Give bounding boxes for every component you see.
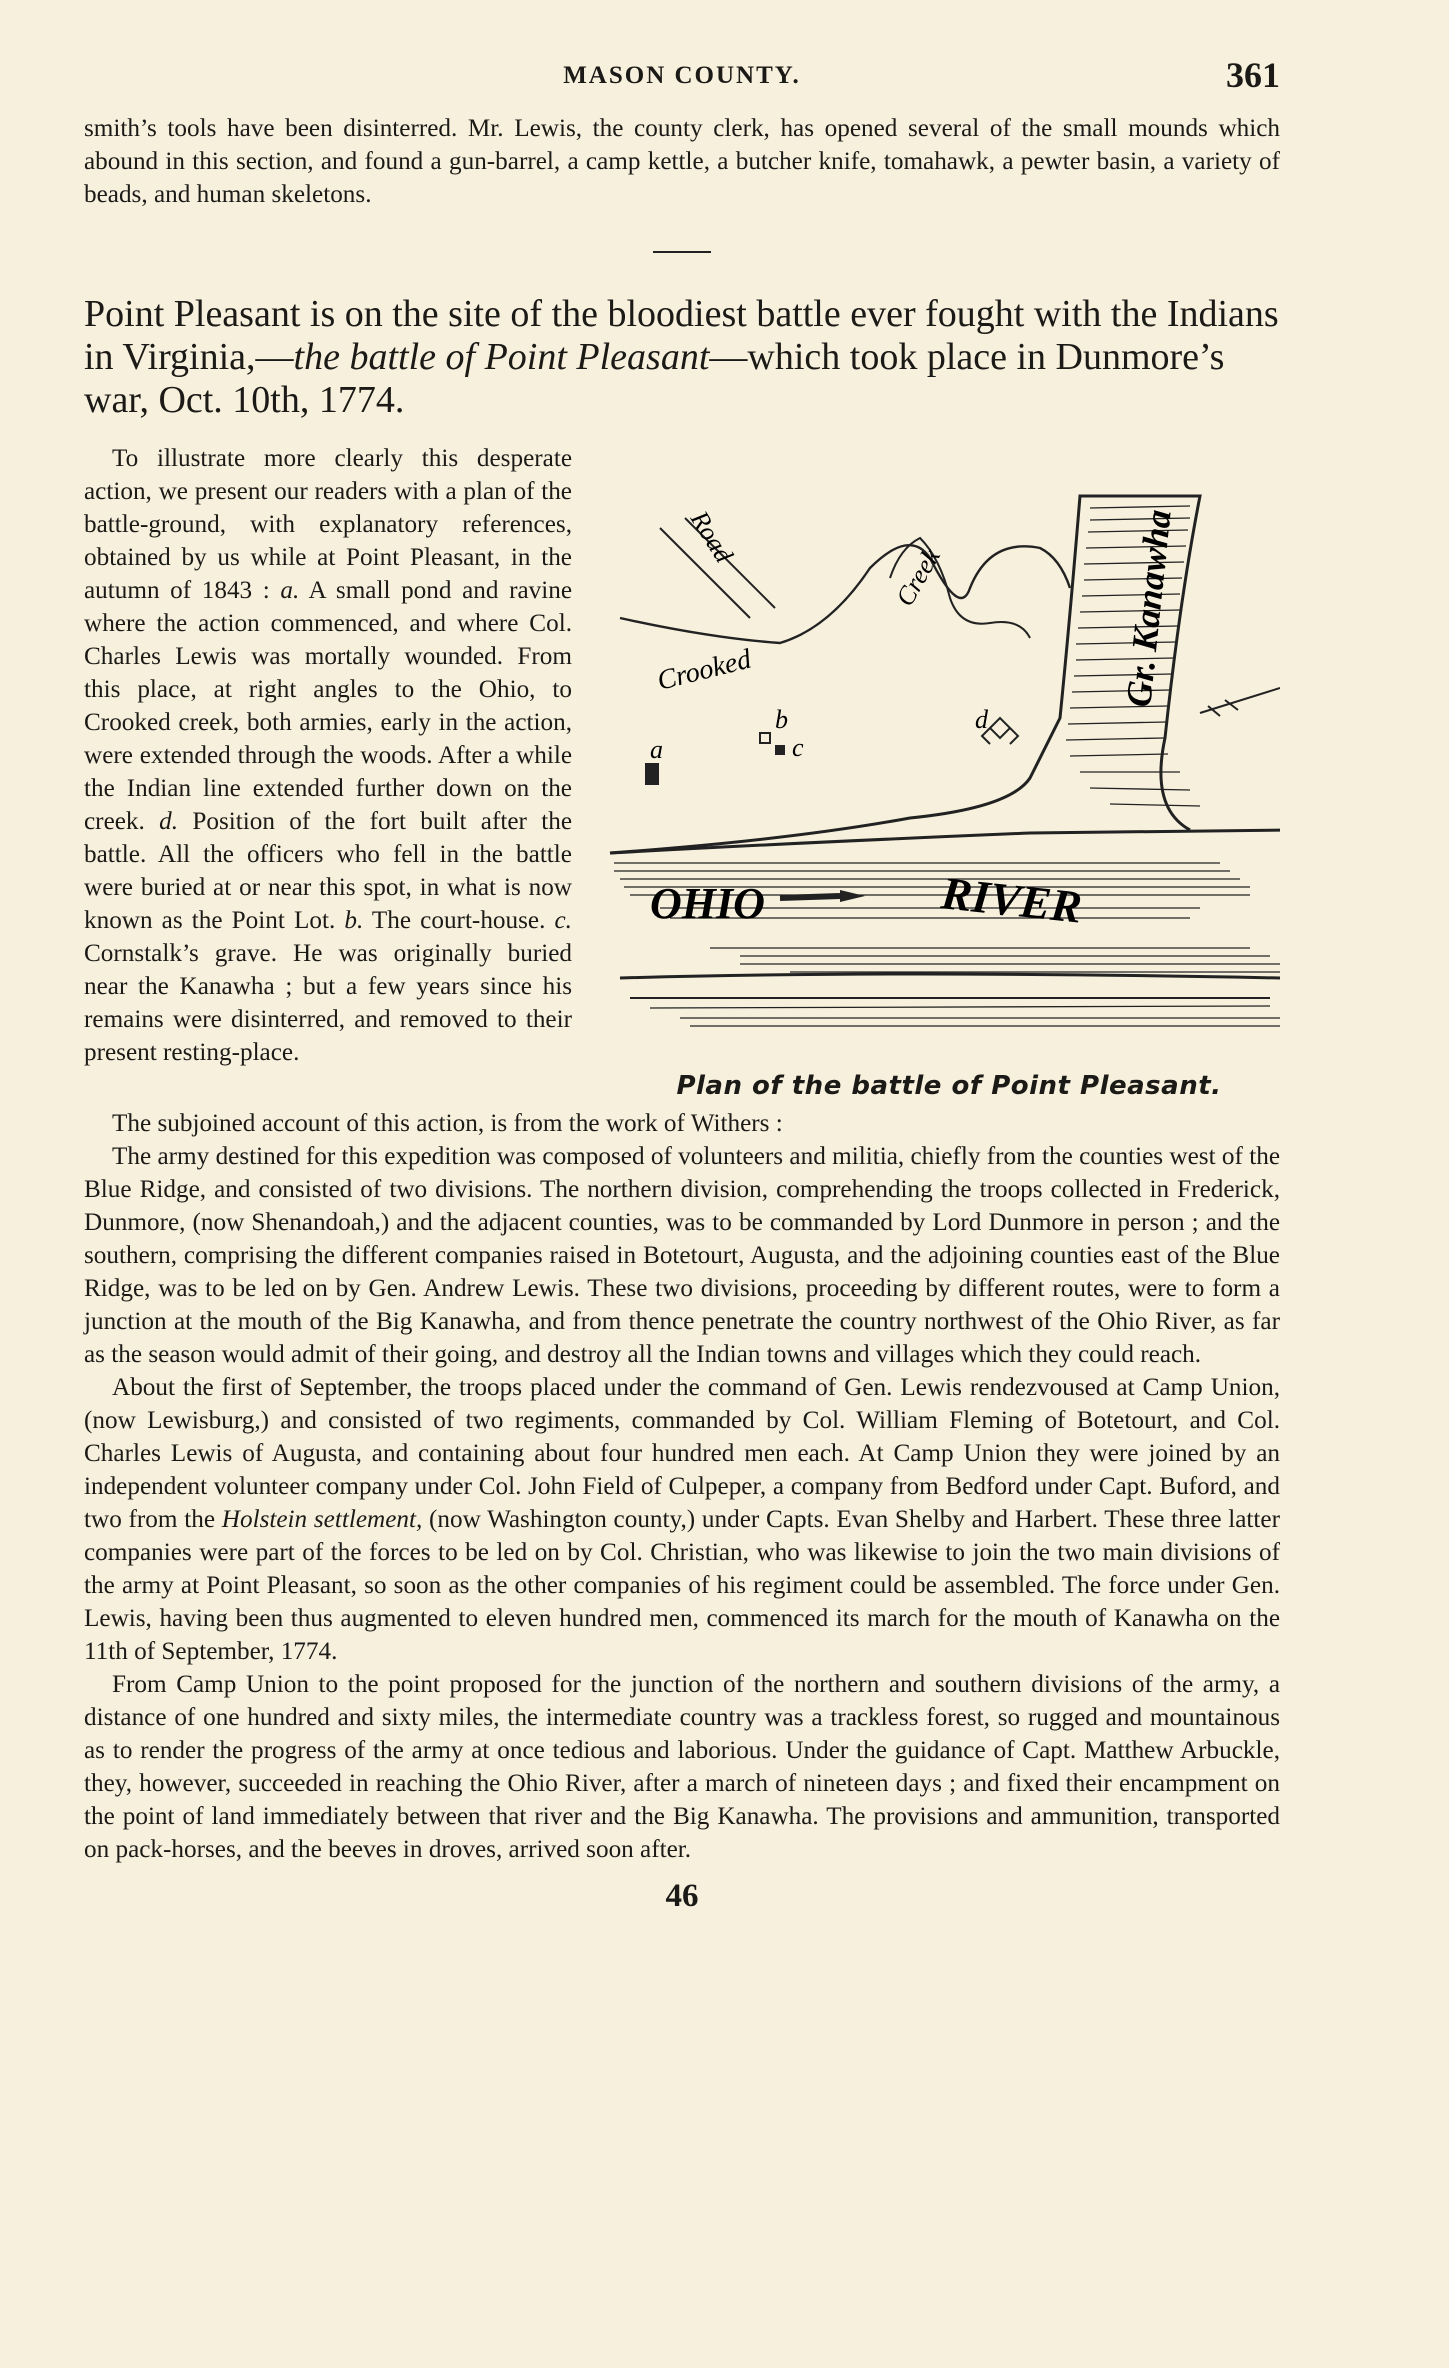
label-a: a	[650, 735, 663, 764]
pond-marker	[645, 763, 659, 785]
label-river: RIVER	[938, 867, 1085, 933]
ref-d: d.	[159, 808, 179, 835]
courthouse-marker	[760, 733, 770, 743]
lead-text-2: —which took place in Dunmore’s war, Oct. 10th, 1774.	[84, 336, 1225, 421]
section-divider	[653, 251, 711, 253]
lead-italic: the battle of Point Pleasant	[293, 336, 710, 378]
label-c: c	[792, 733, 804, 762]
illustrate-paragraph	[84, 442, 1280, 1101]
label-ohio: OHIO	[650, 879, 765, 928]
camp-union-text-2: (now Washington county,) under Capts. Evan Shelby and Harbert. These three latter companies were part of the forces to be led on by Col. Christian, who was likewise to join the two main divisions of the army at Point Pleasant, so soon as the other companies of his regiment could be assembled. The force under Gen. Lewis, having been thus augmented to eleven hundred men, commenced its march for the mouth of Kanawha on the 11th of September, 1774.	[84, 1506, 1280, 1665]
body-paragraph-2: The army destined for this expedition was composed of volunteers and militia, chiefly from the counties west of the Blue Ridge, and consisted of two divisions. The northern division, comprehending the troops collected in Frederick, Dunmore, (now Shenandoah,) and the adjacent counties, was to be commanded by Lord Dunmore in person ; and the southern, comprising the different companies raised in Botetourt, Augusta, and the adjoining counties east of the Blue Ridge, was to be led on by Gen. Andrew Lewis. These two divisions, proceeding by different routes, were to form a junction at the mouth of the Big Kanawha, and from thence penetrate the country northwest of the Ohio River, as far as the season would admit of their going, and destroy all the Indian towns and villages which they could reach.	[84, 1143, 1280, 1368]
ohio-river-hatching	[610, 830, 1280, 1026]
grave-marker	[775, 745, 785, 755]
north-arrow	[1200, 688, 1280, 716]
label-creek: Creek	[890, 543, 946, 611]
current-arrow-shaft	[780, 896, 840, 898]
crooked-creek	[620, 545, 1070, 643]
illustrate-text-5: Cornstalk’s grave. He was originally buried near the Kanawha ; but a few years since his remains were disinterred, and removed to their present resting-place.	[84, 940, 572, 1066]
illustrate-text-3: Position of the fort built after the battle. All the officers who fell in the battle were buried at or near this spot, in what is now known as the Point Lot.	[84, 808, 572, 934]
battle-plan-figure	[590, 478, 1280, 1103]
label-b: b	[775, 705, 788, 734]
page-header	[84, 52, 1280, 112]
camp-union-italic: Holstein settlement,	[221, 1506, 423, 1533]
page	[84, 52, 1280, 1915]
label-kanawha: Gr. Kanawha	[1118, 507, 1179, 709]
label-d: d	[975, 705, 988, 734]
battle-plan-map	[590, 478, 1280, 1066]
label-crooked: Crooked	[654, 643, 755, 697]
camp-union-paragraph	[84, 1371, 1280, 1668]
illustrate-text-4: The court-house.	[363, 907, 555, 934]
camp-union-text-1: About the first of September, the troops placed under the command of Gen. Lewis rendezvoused at Camp Union, (now Lewisburg,) and consisted of two regiments, commanded by Col. William Fleming of Botetourt, and Col. Charles Lewis of Augusta, and containing about four hundred men each. At Camp Union they were joined by an independent volunteer company under Col. John Field of Culpeper, a company from Bedford under Capt. Buford, and two from the	[84, 1374, 1280, 1533]
ref-b: b.	[344, 907, 364, 934]
current-arrow-head	[840, 890, 865, 902]
label-road: Road	[684, 505, 739, 568]
lead-paragraph	[84, 293, 1280, 422]
ref-c: c.	[554, 907, 572, 934]
running-head: MASON COUNTY.	[563, 62, 801, 89]
illustrate-text-2: A small pond and ravine where the action commenced, and where Col. Charles Lewis was mortally wounded. From this place, at right angles to the Ohio, to Crooked creek, both armies, early in the action, were extended through the woods. After a while the Indian line extended further down on the creek.	[84, 577, 572, 835]
ref-a: a.	[280, 577, 300, 604]
illustrate-text-1: To illustrate more clearly this desperate action, we present our readers with a plan of the battle-ground, with explanatory references, obtained by us while at Point Pleasant, in the autumn of 1843 :	[84, 445, 572, 604]
figure-caption: Plan of the battle of Point Pleasant.	[676, 1071, 1222, 1101]
final-paragraph: From Camp Union to the point proposed for the junction of the northern and southern divisions of the army, a distance of one hundred and sixty miles, the intermediate country was a trackless forest, so rugged and mountainous as to render the progress of the army at once tedious and laborious. Under the guidance of Capt. Matthew Arbuckle, they, however, succeeded in reaching the Ohio River, after a march of nineteen days ; and fixed their encampment on the point of land immediately between that river and the Big Kanawha. The provisions and ammunition, transported on pack-horses, and the beeves in droves, arrived soon after.	[84, 1671, 1280, 1863]
lead-text-1: Point Pleasant is on the site of the bloodiest battle ever fought with the Indians in Virginia,—	[84, 293, 1279, 378]
page-number: 361	[1226, 55, 1280, 95]
signature-mark: 46	[665, 1878, 699, 1914]
body-paragraph-1: The subjoined account of this action, is from the work of Withers :	[112, 1110, 783, 1137]
illustration-section	[84, 442, 1280, 1107]
intro-paragraph: smith’s tools have been disinterred. Mr. Lewis, the county clerk, has opened several of the small mounds which abound in this section, and found a gun-barrel, a camp kettle, a butcher knife, tomahawk, a pewter basin, a variety of beads, and human skeletons.	[84, 115, 1280, 208]
